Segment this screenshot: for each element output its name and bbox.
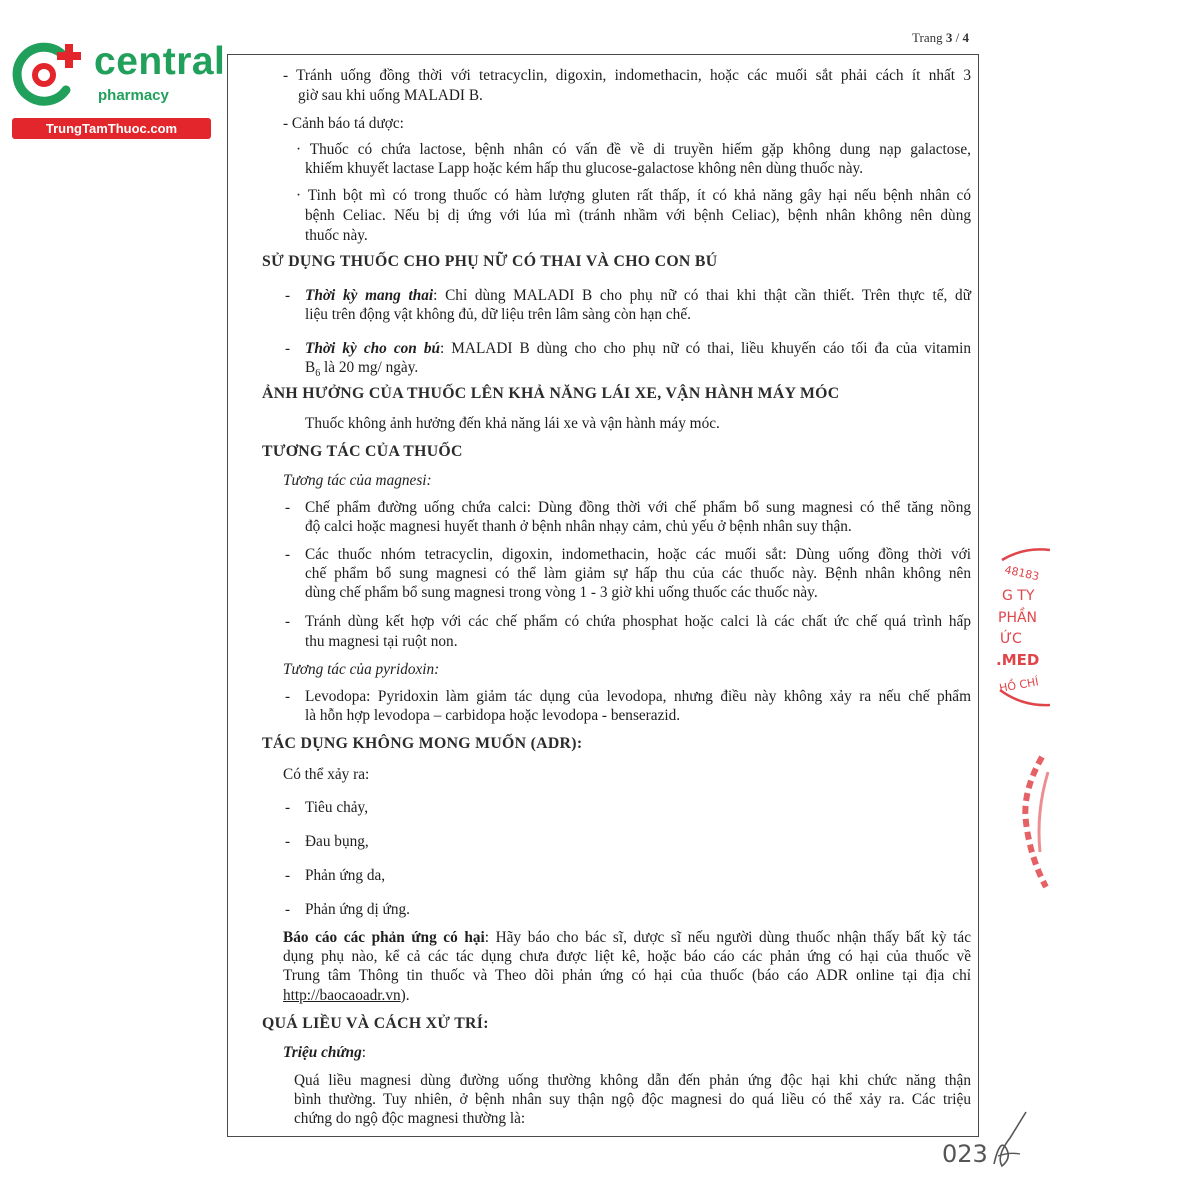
- page-sep: /: [955, 30, 960, 45]
- stamp-text: 48183: [1003, 563, 1041, 584]
- list-dash: -: [285, 340, 291, 357]
- text-span: là 20 mg/ ngày.: [320, 359, 419, 376]
- subscript: 6: [315, 368, 321, 380]
- page-current: 3: [945, 30, 953, 45]
- text-line: Tránh dùng kết hợp với các chế phẩm có chứa phosphat hoặc calci là các chất ức chế quá trình hấp: [305, 613, 971, 630]
- text-line: độ calci hoặc magnesi huyết thanh ở bệnh nhân nhạy cảm, chủ yếu ở bệnh nhân suy thận.: [305, 518, 852, 535]
- adr-link[interactable]: http://baocaoadr.vn: [283, 987, 401, 1004]
- text-line: · Tinh bột mì có trong thuốc có hàm lượng gluten rất thấp, ít có khả năng gây hại nếu bệnh nhân có: [296, 187, 971, 204]
- subheading: [283, 1043, 366, 1062]
- text-line: Các thuốc nhóm tetracyclin, digoxin, indomethacin, hoặc các muối sắt: Dùng uống đồng thời với: [305, 546, 971, 563]
- text-line: bình thường. Tuy nhiên, ở bệnh nhân suy thận ngộ độc magnesi do quá liều có thể xảy ra. Các triệu: [294, 1091, 971, 1108]
- signature-icon: [990, 1108, 1030, 1170]
- stamp-fragment-icon: [1012, 752, 1052, 892]
- stamp-text: G TY: [1002, 588, 1035, 604]
- text-line: thu magnesi tại ruột non.: [305, 633, 458, 650]
- term: Báo cáo các phản ứng có hại: [283, 929, 485, 946]
- text-line: chế phẩm bổ sung magnesi có thể làm giảm sự hấp thu của các thuốc này. Bệnh nhân không nên: [305, 565, 971, 582]
- text-line: Chế phẩm đường uống chứa calci: Dùng đồng thời với chế phẩm bổ sung magnesi có thể tăng nồng: [305, 499, 971, 516]
- page-total: 4: [962, 30, 969, 45]
- term: Thời kỳ mang thai: [305, 287, 434, 304]
- text-line: [305, 339, 971, 358]
- text-line: Thuốc không ảnh hưởng đến khả năng lái xe và vận hành máy móc.: [305, 415, 720, 432]
- text-line: giờ sau khi uống MALADI B.: [298, 87, 483, 104]
- term: Thời kỳ cho con bú: [305, 340, 440, 357]
- brand-sub: pharmacy: [98, 87, 169, 104]
- section-heading: ẢNH HƯỞNG CỦA THUỐC LÊN KHẢ NĂNG LÁI XE, VẬN HÀNH MÁY MÓC: [262, 385, 840, 402]
- text-line: thuốc này.: [305, 227, 368, 244]
- list-item: Phản ứng da,: [305, 867, 386, 884]
- brand-name: central: [94, 40, 226, 83]
- text-line: [283, 986, 410, 1005]
- list-dash: -: [285, 688, 291, 705]
- stamp-text: ỨC: [1000, 631, 1022, 647]
- logo-c-cross-icon: [10, 40, 88, 110]
- text-span: ).: [400, 987, 410, 1004]
- page-label: Trang: [912, 30, 943, 45]
- term: Triệu chứng: [283, 1044, 362, 1061]
- text-line: [283, 928, 971, 947]
- list-dash: -: [285, 867, 291, 884]
- list-dash: -: [285, 901, 291, 918]
- text-span: : MALADI B dùng cho cho phụ nữ có thai, liều khuyến cáo tối đa của vitamin: [440, 340, 972, 357]
- list-item: Đau bụng,: [305, 833, 369, 850]
- text-line: khiếm khuyết lactase Lapp hoặc kém hấp thu glucose-galactose không nên dùng thuốc này.: [305, 160, 864, 177]
- text-line: Quá liều magnesi dùng đường uống thường không dẫn đến phản ứng độc hại khi chức năng thận: [294, 1072, 971, 1089]
- text-line: Có thể xảy ra:: [283, 766, 370, 783]
- list-dash: -: [285, 546, 291, 563]
- text-line: - Tránh uống đồng thời với tetracyclin, digoxin, indomethacin, hoặc các muối sắt phải cách ít nhất 3: [283, 67, 971, 84]
- list-dash: -: [285, 613, 291, 630]
- text-line: [305, 358, 419, 380]
- text-span: : Chỉ dùng MALADI B cho phụ nữ có thai khi thật cần thiết. Trên thực tế, dữ: [433, 287, 971, 304]
- text-line: Trung tâm Thông tin thuốc và Theo dõi phản ứng có hại của thuốc (báo cáo ADR online tại địa chỉ: [283, 967, 971, 984]
- text-line: dụng phụ nào, kể cả các tác dụng chưa được liệt kê, hoặc báo cáo các phản ứng có hại của thuốc về: [283, 948, 971, 965]
- company-stamp-icon: [990, 540, 1050, 710]
- text-line: dùng chế phẩm bổ sung magnesi trong vòng 1 - 3 giờ khi uống thuốc các thuốc này.: [305, 584, 818, 601]
- text-span: : Hãy báo cho bác sĩ, dược sĩ nếu người dùng thuốc nhận thấy bất kỳ tác: [484, 929, 971, 946]
- stamp-text: HỒ CHÍ: [998, 675, 1040, 695]
- list-item: Phản ứng dị ứng.: [305, 901, 410, 918]
- list-item: Tiêu chảy,: [305, 799, 369, 816]
- list-dash: -: [285, 833, 291, 850]
- brand-site: TrungTamThuoc.com: [12, 118, 211, 139]
- stamp-text: PHẦN: [998, 610, 1038, 626]
- text-span: :: [361, 1044, 366, 1061]
- section-heading: SỬ DỤNG THUỐC CHO PHỤ NỮ CÓ THAI VÀ CHO CON BÚ: [262, 253, 718, 270]
- subheading: Tương tác của magnesi:: [283, 472, 432, 489]
- text-line: liệu trên động vật không đủ, dữ liệu trên lâm sàng còn hạn chế.: [305, 306, 691, 323]
- text-line: chứng do ngộ độc magnesi thường là:: [294, 1110, 526, 1127]
- text-line: là hỗn hợp levodopa – carbidopa hoặc levodopa - benserazid.: [305, 707, 681, 724]
- page-number: [912, 30, 969, 46]
- stamp-text: .MED: [996, 651, 1040, 669]
- section-heading: TÁC DỤNG KHÔNG MONG MUỐN (ADR):: [262, 735, 583, 752]
- list-dash: -: [285, 499, 291, 516]
- text-line: · Thuốc có chứa lactose, bệnh nhân có vấn đề về di truyền hiếm gặp không dung nạp galactose,: [296, 141, 971, 158]
- brand-logo: [10, 38, 226, 138]
- text-line: bệnh Celiac. Nếu bị dị ứng với lúa mì (tránh nhầm với bệnh Celiac), bệnh nhân không nên dùng: [305, 207, 971, 224]
- list-dash: -: [285, 287, 291, 304]
- list-dash: -: [285, 799, 291, 816]
- handwritten-number: 023: [942, 1140, 988, 1168]
- section-heading: QUÁ LIỀU VÀ CÁCH XỬ TRÍ:: [262, 1015, 489, 1032]
- text-line: [305, 286, 971, 305]
- text-line: Levodopa: Pyridoxin làm giảm tác dụng của levodopa, nhưng điều này không xảy ra nếu chế phẩm: [305, 688, 971, 705]
- text-span: B: [305, 359, 316, 376]
- section-heading: TƯƠNG TÁC CỦA THUỐC: [262, 443, 463, 460]
- subheading: Tương tác của pyridoxin:: [283, 661, 440, 678]
- text-line: - Cảnh báo tá dược:: [283, 115, 404, 132]
